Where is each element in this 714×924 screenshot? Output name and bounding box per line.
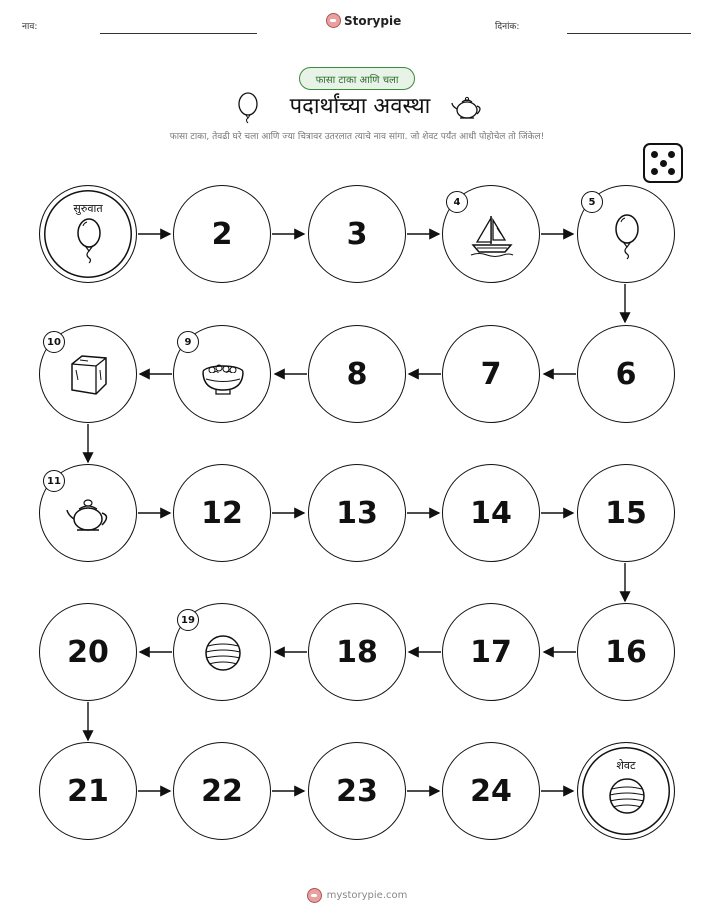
space-number: 2 <box>211 216 233 252</box>
page-title: पदार्थांच्या अवस्था <box>289 94 431 119</box>
cereal-bowl-icon <box>198 350 248 400</box>
sailboat-icon <box>467 210 517 260</box>
space-number: 23 <box>336 773 378 809</box>
footer <box>0 888 714 903</box>
space-number: 14 <box>470 495 512 531</box>
balloon-icon <box>64 214 114 264</box>
finish-label: शेवट <box>616 759 636 772</box>
board-space-23 <box>308 742 406 840</box>
board-space-17 <box>442 603 540 701</box>
space-number: 18 <box>336 634 378 670</box>
space-number: 12 <box>201 495 243 531</box>
date-label: दिनांक: <box>495 22 520 32</box>
board-space-14 <box>442 464 540 562</box>
bouncy-ball-icon <box>602 771 652 821</box>
instructions: फासा टाका, तेवढी घरे चला आणि ज्या चित्रावर उतरलात त्याचे नाव सांगा. जो शेवट पर्यंत आधी पोहोचेल तो जिंकेल! <box>169 132 545 142</box>
space-number: 20 <box>67 634 109 670</box>
storypie-mascot-icon <box>307 888 322 903</box>
board-space-3 <box>308 185 406 283</box>
space-number: 6 <box>615 356 637 392</box>
space-number: 13 <box>336 495 378 531</box>
space-number: 8 <box>346 356 368 392</box>
board-space-18 <box>308 603 406 701</box>
board-space-13 <box>308 464 406 562</box>
space-number-badge: 9 <box>177 331 199 353</box>
footer-url: mystorypie.com <box>326 890 408 901</box>
space-number: 15 <box>605 495 647 531</box>
bouncy-ball-icon <box>198 628 248 678</box>
board-space-12 <box>173 464 271 562</box>
space-number: 22 <box>201 773 243 809</box>
space-number: 24 <box>470 773 512 809</box>
board-space-20 <box>39 603 137 701</box>
board-space-16 <box>577 603 675 701</box>
space-number: 21 <box>67 773 109 809</box>
name-label: नाव: <box>22 22 38 32</box>
finish-space <box>577 742 675 840</box>
space-number: 3 <box>346 216 368 252</box>
space-number: 16 <box>605 634 647 670</box>
space-number-badge: 4 <box>446 191 468 213</box>
ice-cube-icon <box>64 350 114 400</box>
space-number: 17 <box>470 634 512 670</box>
teapot-icon <box>64 489 114 539</box>
game-type-pill: फासा टाका आणि चला <box>299 67 415 90</box>
start-label: सुरुवात <box>73 202 103 215</box>
space-number-badge: 10 <box>43 331 65 353</box>
board-space-6 <box>577 325 675 423</box>
space-number-badge: 19 <box>177 609 199 631</box>
space-number: 7 <box>480 356 502 392</box>
board-space-8 <box>308 325 406 423</box>
balloon-icon <box>602 210 652 260</box>
board-space-2 <box>173 185 271 283</box>
board-space-24 <box>442 742 540 840</box>
brand-name: Storypie <box>344 13 402 28</box>
board-space-7 <box>442 325 540 423</box>
start-space <box>39 185 137 283</box>
space-number-badge: 11 <box>43 470 65 492</box>
board-space-22 <box>173 742 271 840</box>
space-number-badge: 5 <box>581 191 603 213</box>
board-space-15 <box>577 464 675 562</box>
board-space-21 <box>39 742 137 840</box>
